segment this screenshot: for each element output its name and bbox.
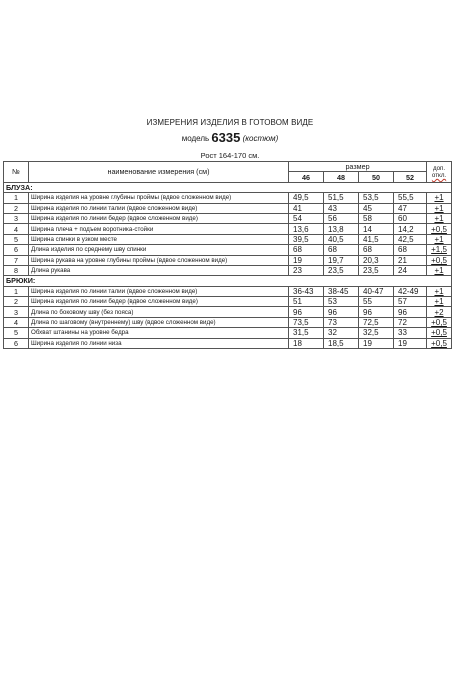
row-size-value: 18: [289, 338, 324, 348]
row-tolerance: [427, 265, 452, 275]
header-tolerance-bottom: откл.: [431, 171, 447, 179]
model-number: 6335: [211, 130, 241, 145]
row-tolerance: [427, 234, 452, 244]
table-row: [4, 317, 452, 327]
row-tolerance-value: +0,5: [431, 224, 447, 234]
row-tolerance-value: +1: [434, 234, 444, 244]
row-size-value: 68: [289, 245, 324, 255]
row-tolerance: [427, 203, 452, 213]
row-number: 3: [4, 307, 29, 317]
table-row: [4, 255, 452, 265]
row-tolerance: [427, 338, 452, 348]
row-tolerance-value: +2: [434, 307, 444, 317]
measurements-body: [4, 162, 452, 349]
row-tolerance-value: +1,5: [431, 245, 447, 255]
header-tolerance-top: доп.: [432, 164, 446, 172]
row-measurement-name: Ширина изделия по линии талии (вдвое сложенном виде): [29, 203, 289, 213]
row-size-value: 72,5: [359, 317, 394, 327]
row-size-value: 14,2: [394, 224, 427, 234]
row-size-value: 54: [289, 213, 324, 223]
header-name: наименование измерения (см): [29, 162, 289, 183]
row-tolerance-value: +1: [434, 203, 444, 213]
row-size-value: 96: [324, 307, 359, 317]
row-measurement-name: Ширина изделия по линии низа: [29, 338, 289, 348]
row-size-value: 19,7: [324, 255, 359, 265]
row-tolerance-value: +1: [434, 266, 444, 276]
row-size-value: 53: [324, 297, 359, 307]
table-row: [4, 297, 452, 307]
row-size-value: 39,5: [289, 234, 324, 244]
row-tolerance-value: +0,5: [431, 255, 447, 265]
row-size-value: 31,5: [289, 328, 324, 338]
row-size-value: 68: [359, 245, 394, 255]
row-size-value: 57: [394, 297, 427, 307]
row-size-value: 68: [394, 245, 427, 255]
measurements-table: [3, 161, 452, 349]
row-size-value: 41,5: [359, 234, 394, 244]
row-size-value: 23,5: [324, 265, 359, 275]
header-row-top: [4, 162, 452, 172]
height-range: Рост 164-170 см.: [200, 151, 260, 160]
row-size-value: 32,5: [359, 328, 394, 338]
row-tolerance: [427, 286, 452, 296]
document-title: ИЗМЕРЕНИЯ ИЗДЕЛИЯ В ГОТОВОМ ВИДЕ: [146, 118, 314, 127]
row-number: 3: [4, 213, 29, 223]
table-row: [4, 193, 452, 203]
table-row: [4, 328, 452, 338]
row-size-value: 38-45: [324, 286, 359, 296]
row-measurement-name: Длина по шаговому (внутреннему) шву (вдвое сложенном виде): [29, 317, 289, 327]
table-row: [4, 307, 452, 317]
header-no: №: [4, 162, 29, 183]
row-size-value: 53,5: [359, 193, 394, 203]
row-measurement-name: Ширина плеча + подъем воротника-стойки: [29, 224, 289, 234]
row-size-value: 42-49: [394, 286, 427, 296]
section-title: БРЮКИ:: [4, 276, 452, 286]
row-number: 2: [4, 203, 29, 213]
row-size-value: 33: [394, 328, 427, 338]
row-size-value: 73,5: [289, 317, 324, 327]
row-size-value: 72: [394, 317, 427, 327]
row-size-value: 32: [324, 328, 359, 338]
table-row: [4, 245, 452, 255]
header-size: 48: [324, 172, 359, 182]
row-size-value: 18,5: [324, 338, 359, 348]
row-size-value: 96: [359, 307, 394, 317]
header-size: 52: [394, 172, 427, 182]
table-row: [4, 203, 452, 213]
row-number: 1: [4, 286, 29, 296]
table-row: [4, 338, 452, 348]
model-line: [0, 130, 460, 145]
row-number: 5: [4, 328, 29, 338]
row-size-value: 40,5: [324, 234, 359, 244]
row-number: 6: [4, 245, 29, 255]
row-measurement-name: Ширина изделия по линии талии (вдвое сложенном виде): [29, 286, 289, 296]
row-number: 4: [4, 317, 29, 327]
row-measurement-name: Ширина изделия по линии бедер (вдвое сложенном виде): [29, 297, 289, 307]
row-number: 7: [4, 255, 29, 265]
section-title: БЛУЗА:: [4, 182, 452, 192]
row-tolerance: [427, 255, 452, 265]
row-size-value: 41: [289, 203, 324, 213]
header-size: 46: [289, 172, 324, 182]
row-tolerance-value: +0,5: [431, 328, 447, 338]
row-size-value: 68: [324, 245, 359, 255]
model-suffix: (костюм): [242, 134, 279, 143]
header-tolerance: [427, 162, 452, 183]
row-number: 1: [4, 193, 29, 203]
row-size-value: 20,3: [359, 255, 394, 265]
section-header-row: [4, 182, 452, 192]
row-size-value: 36-43: [289, 286, 324, 296]
row-size-value: 14: [359, 224, 394, 234]
row-tolerance: [427, 193, 452, 203]
row-tolerance: [427, 328, 452, 338]
row-size-value: 58: [359, 213, 394, 223]
table-row: [4, 286, 452, 296]
row-number: 6: [4, 338, 29, 348]
row-size-value: 60: [394, 213, 427, 223]
row-tolerance-value: +1: [434, 214, 444, 224]
row-measurement-name: Длина по боковому шву (без пояса): [29, 307, 289, 317]
row-size-value: 43: [324, 203, 359, 213]
row-size-value: 19: [394, 338, 427, 348]
row-size-value: 56: [324, 213, 359, 223]
row-tolerance: [427, 307, 452, 317]
row-size-value: 13,8: [324, 224, 359, 234]
table-row: [4, 234, 452, 244]
row-tolerance: [427, 245, 452, 255]
row-tolerance-value: +1: [434, 297, 444, 307]
header-size-group: размер: [289, 162, 427, 172]
header-size: 50: [359, 172, 394, 182]
row-measurement-name: Ширина спинки в узком месте: [29, 234, 289, 244]
row-size-value: 19: [359, 338, 394, 348]
row-tolerance: [427, 317, 452, 327]
row-measurement-name: Обхват штанины на уровне бедра: [29, 328, 289, 338]
row-size-value: 19: [289, 255, 324, 265]
row-size-value: 49,5: [289, 193, 324, 203]
row-size-value: 51: [289, 297, 324, 307]
row-tolerance: [427, 297, 452, 307]
row-size-value: 40-47: [359, 286, 394, 296]
row-measurement-name: Ширина изделия по линии бедер (вдвое сложенном виде): [29, 213, 289, 223]
row-size-value: 73: [324, 317, 359, 327]
model-prefix: модель: [181, 134, 210, 143]
row-tolerance: [427, 224, 452, 234]
row-size-value: 23,5: [359, 265, 394, 275]
section-header-row: [4, 276, 452, 286]
row-size-value: 13,6: [289, 224, 324, 234]
row-size-value: 21: [394, 255, 427, 265]
row-number: 5: [4, 234, 29, 244]
row-tolerance-value: +0,5: [431, 338, 447, 348]
row-size-value: 47: [394, 203, 427, 213]
row-measurement-name: Ширина изделия на уровне глубины проймы (вдвое сложенном виде): [29, 193, 289, 203]
row-tolerance-value: +1: [434, 193, 444, 203]
row-size-value: 55: [359, 297, 394, 307]
table-row: [4, 265, 452, 275]
row-size-value: 23: [289, 265, 324, 275]
row-number: 2: [4, 297, 29, 307]
row-tolerance-value: +0,5: [431, 318, 447, 328]
table-row: [4, 224, 452, 234]
row-size-value: 42,5: [394, 234, 427, 244]
row-number: 4: [4, 224, 29, 234]
row-size-value: 45: [359, 203, 394, 213]
table-row: [4, 213, 452, 223]
row-size-value: 55,5: [394, 193, 427, 203]
row-size-value: 96: [289, 307, 324, 317]
row-measurement-name: Ширина рукава на уровне глубины проймы (вдвое сложенном виде): [29, 255, 289, 265]
row-number: 8: [4, 265, 29, 275]
row-measurement-name: Длина рукава: [29, 265, 289, 275]
row-size-value: 24: [394, 265, 427, 275]
row-tolerance: [427, 213, 452, 223]
row-measurement-name: Длина изделия по среднему шву спинки: [29, 245, 289, 255]
row-size-value: 51,5: [324, 193, 359, 203]
row-size-value: 96: [394, 307, 427, 317]
row-tolerance-value: +1: [434, 286, 444, 296]
